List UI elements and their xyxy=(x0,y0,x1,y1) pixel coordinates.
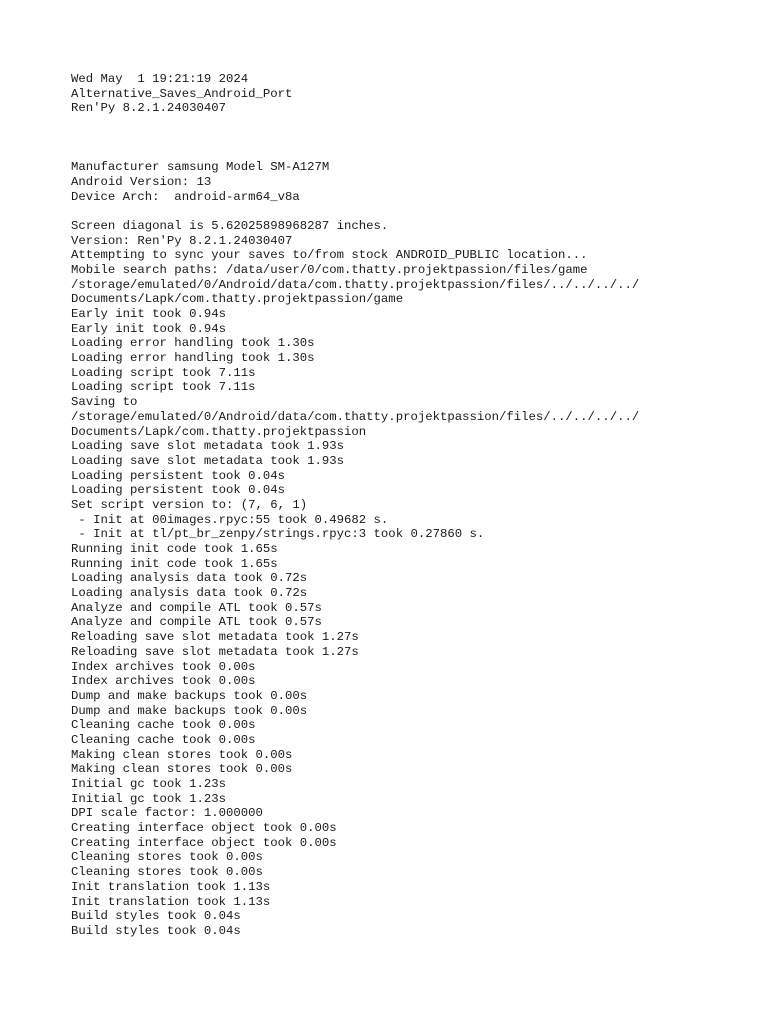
log-line: Index archives took 0.00s xyxy=(71,659,256,674)
log-line-android-version: Android Version: 13 xyxy=(71,174,212,189)
log-line: Loading persistent took 0.04s xyxy=(71,468,286,483)
log-line: Loading save slot metadata took 1.93s xyxy=(71,453,345,468)
log-line: - Init at 00images.rpyc:55 took 0.49682 s. xyxy=(71,512,389,527)
log-line: Cleaning stores took 0.00s xyxy=(71,865,263,880)
log-line: /storage/emulated/0/Android/data/com.thatty.projektpassion/files/../../../../ xyxy=(71,409,640,424)
log-line: Analyze and compile ATL took 0.57s xyxy=(71,615,322,630)
log-line: Loading script took 7.11s xyxy=(71,380,256,395)
log-line: Initial gc took 1.23s xyxy=(71,791,226,806)
log-line: Set script version to: (7, 6, 1) xyxy=(71,497,308,512)
log-line: Loading error handling took 1.30s xyxy=(71,351,315,366)
log-line: Loading error handling took 1.30s xyxy=(71,336,315,351)
log-line: Running init code took 1.65s xyxy=(71,556,278,571)
log-line: Init translation took 1.13s xyxy=(71,894,271,909)
log-line-blank xyxy=(71,204,761,219)
log-line-blank xyxy=(71,131,761,146)
log-line: Loading persistent took 0.04s xyxy=(71,483,286,498)
log-line: DPI scale factor: 1.000000 xyxy=(71,806,263,821)
log-line: Reloading save slot metadata took 1.27s xyxy=(71,644,359,659)
log-line: Creating interface object took 0.00s xyxy=(71,821,337,836)
log-line: Documents/Lapk/com.thatty.projektpassion/game xyxy=(71,292,404,307)
log-line: Loading analysis data took 0.72s xyxy=(71,571,308,586)
log-line: Screen diagonal is 5.62025898968287 inches. xyxy=(71,218,389,233)
log-line: Loading script took 7.11s xyxy=(71,365,256,380)
log-line: Dump and make backups took 0.00s xyxy=(71,688,308,703)
log-line-header-date: Wed May 1 19:21:19 2024 xyxy=(71,72,249,86)
log-line-blank xyxy=(71,145,761,160)
log-line: Creating interface object took 0.00s xyxy=(71,835,337,850)
log-line: - Init at tl/pt_br_zenpy/strings.rpyc:3 took 0.27860 s. xyxy=(71,527,485,542)
log-line-device-arch: Device Arch: android-arm64_v8a xyxy=(71,189,300,204)
log-line: Build styles took 0.04s xyxy=(71,909,241,924)
log-line: Initial gc took 1.23s xyxy=(71,777,226,791)
log-line: Mobile search paths: /data/user/0/com.thatty.projektpassion/files/game xyxy=(71,262,588,277)
log-line: Loading save slot metadata took 1.93s xyxy=(71,439,345,454)
log-line: Version: Ren'Py 8.2.1.24030407 xyxy=(71,233,293,248)
log-line-manufacturer: Manufacturer samsung Model SM-A127M xyxy=(71,160,330,175)
log-line: Reloading save slot metadata took 1.27s xyxy=(71,630,359,645)
log-line: Running init code took 1.65s xyxy=(71,542,278,556)
log-line: Build styles took 0.04s xyxy=(71,923,241,938)
log-line: Init translation took 1.13s xyxy=(71,879,271,894)
log-line: Making clean stores took 0.00s xyxy=(71,747,293,762)
log-line-header-app: Alternative_Saves_Android_Port xyxy=(71,86,293,101)
log-line-blank xyxy=(71,116,761,131)
log-line: Dump and make backups took 0.00s xyxy=(71,703,308,718)
log-line: Documents/Lapk/com.thatty.projektpassion xyxy=(71,424,367,439)
log-line: Cleaning cache took 0.00s xyxy=(71,732,256,747)
log-line: Attempting to sync your saves to/from stock ANDROID_PUBLIC location... xyxy=(71,248,588,263)
log-line: Cleaning cache took 0.00s xyxy=(71,718,256,733)
log-document xyxy=(71,72,761,939)
log-line: Loading analysis data took 0.72s xyxy=(71,586,308,601)
log-line: Saving to xyxy=(71,395,138,410)
log-line: Analyze and compile ATL took 0.57s xyxy=(71,600,322,615)
log-line-header-version: Ren'Py 8.2.1.24030407 xyxy=(71,101,226,116)
log-line: Making clean stores took 0.00s xyxy=(71,762,293,777)
log-line: /storage/emulated/0/Android/data/com.thatty.projektpassion/files/../../../../ xyxy=(71,277,640,292)
log-line: Early init took 0.94s xyxy=(71,307,226,321)
log-line: Cleaning stores took 0.00s xyxy=(71,850,263,865)
log-line: Early init took 0.94s xyxy=(71,321,226,336)
log-line: Index archives took 0.00s xyxy=(71,674,256,689)
